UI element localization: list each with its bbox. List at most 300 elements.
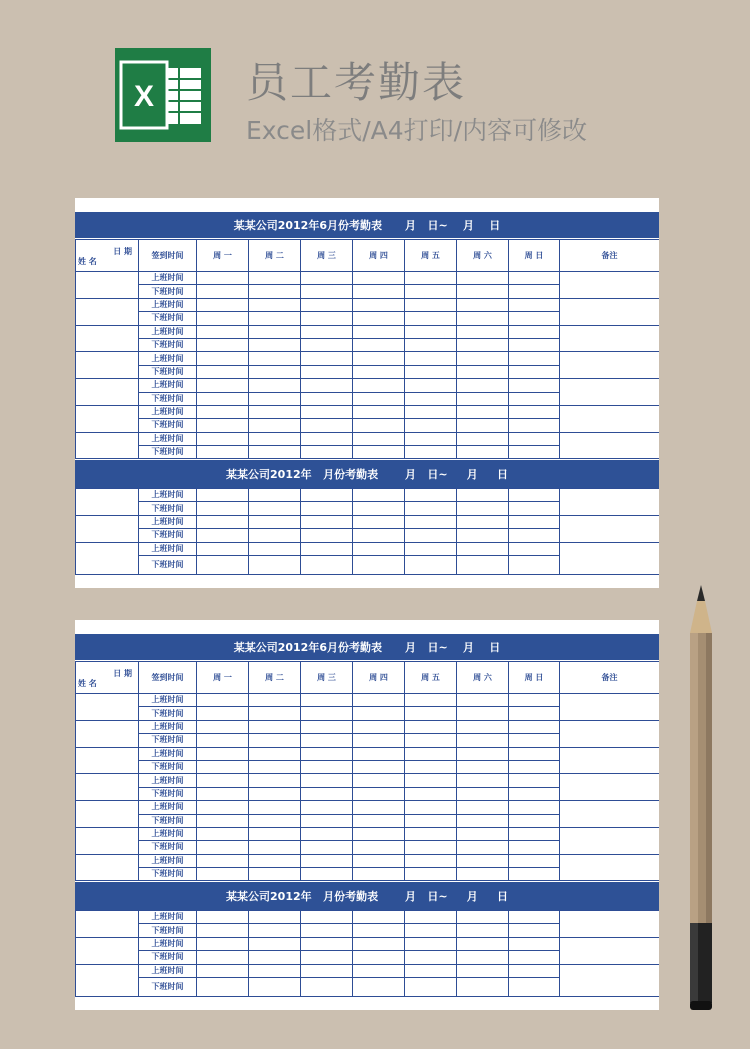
time-cell[interactable] bbox=[301, 911, 353, 924]
time-cell[interactable] bbox=[405, 489, 457, 502]
time-cell[interactable] bbox=[353, 312, 405, 325]
time-cell[interactable] bbox=[509, 707, 560, 720]
time-cell[interactable] bbox=[457, 977, 509, 996]
time-cell[interactable] bbox=[197, 924, 249, 937]
time-cell[interactable] bbox=[197, 379, 249, 392]
time-cell[interactable] bbox=[301, 720, 353, 733]
time-cell[interactable] bbox=[353, 419, 405, 432]
name-cell[interactable] bbox=[76, 272, 139, 299]
note-cell[interactable] bbox=[560, 720, 660, 747]
time-cell[interactable] bbox=[457, 868, 509, 881]
time-cell[interactable] bbox=[405, 937, 457, 950]
time-cell[interactable] bbox=[249, 787, 301, 800]
time-cell[interactable] bbox=[509, 937, 560, 950]
time-cell[interactable] bbox=[353, 924, 405, 937]
note-cell[interactable] bbox=[560, 911, 660, 938]
time-cell[interactable] bbox=[197, 707, 249, 720]
time-cell[interactable] bbox=[509, 446, 560, 459]
time-cell[interactable] bbox=[249, 951, 301, 964]
name-cell[interactable] bbox=[76, 801, 139, 828]
time-cell[interactable] bbox=[509, 977, 560, 996]
time-cell[interactable] bbox=[405, 272, 457, 285]
time-cell[interactable] bbox=[509, 951, 560, 964]
time-cell[interactable] bbox=[405, 555, 457, 574]
note-cell[interactable] bbox=[560, 352, 660, 379]
time-cell[interactable] bbox=[301, 379, 353, 392]
time-cell[interactable] bbox=[509, 542, 560, 555]
time-cell[interactable] bbox=[353, 542, 405, 555]
time-cell[interactable] bbox=[457, 787, 509, 800]
time-cell[interactable] bbox=[249, 911, 301, 924]
time-cell[interactable] bbox=[353, 774, 405, 787]
time-cell[interactable] bbox=[197, 868, 249, 881]
time-cell[interactable] bbox=[457, 529, 509, 542]
time-cell[interactable] bbox=[405, 734, 457, 747]
time-cell[interactable] bbox=[197, 977, 249, 996]
time-cell[interactable] bbox=[457, 555, 509, 574]
time-cell[interactable] bbox=[405, 529, 457, 542]
time-cell[interactable] bbox=[457, 489, 509, 502]
time-cell[interactable] bbox=[301, 285, 353, 298]
time-cell[interactable] bbox=[457, 502, 509, 515]
time-cell[interactable] bbox=[249, 392, 301, 405]
time-cell[interactable] bbox=[457, 964, 509, 977]
time-cell[interactable] bbox=[509, 502, 560, 515]
time-cell[interactable] bbox=[249, 502, 301, 515]
time-cell[interactable] bbox=[301, 734, 353, 747]
time-cell[interactable] bbox=[405, 760, 457, 773]
time-cell[interactable] bbox=[301, 964, 353, 977]
time-cell[interactable] bbox=[457, 747, 509, 760]
name-cell[interactable] bbox=[76, 325, 139, 352]
time-cell[interactable] bbox=[405, 814, 457, 827]
time-cell[interactable] bbox=[405, 827, 457, 840]
time-cell[interactable] bbox=[301, 555, 353, 574]
time-cell[interactable] bbox=[353, 787, 405, 800]
time-cell[interactable] bbox=[197, 774, 249, 787]
time-cell[interactable] bbox=[457, 951, 509, 964]
time-cell[interactable] bbox=[249, 405, 301, 418]
time-cell[interactable] bbox=[197, 515, 249, 528]
time-cell[interactable] bbox=[301, 774, 353, 787]
time-cell[interactable] bbox=[405, 868, 457, 881]
time-cell[interactable] bbox=[249, 720, 301, 733]
name-cell[interactable] bbox=[76, 774, 139, 801]
time-cell[interactable] bbox=[301, 977, 353, 996]
time-cell[interactable] bbox=[301, 814, 353, 827]
time-cell[interactable] bbox=[197, 801, 249, 814]
time-cell[interactable] bbox=[197, 542, 249, 555]
time-cell[interactable] bbox=[249, 707, 301, 720]
time-cell[interactable] bbox=[405, 707, 457, 720]
time-cell[interactable] bbox=[353, 502, 405, 515]
time-cell[interactable] bbox=[249, 515, 301, 528]
time-cell[interactable] bbox=[457, 734, 509, 747]
time-cell[interactable] bbox=[301, 827, 353, 840]
time-cell[interactable] bbox=[457, 365, 509, 378]
name-cell[interactable] bbox=[76, 937, 139, 964]
time-cell[interactable] bbox=[457, 911, 509, 924]
time-cell[interactable] bbox=[405, 392, 457, 405]
time-cell[interactable] bbox=[197, 502, 249, 515]
time-cell[interactable] bbox=[457, 814, 509, 827]
note-cell[interactable] bbox=[560, 801, 660, 828]
time-cell[interactable] bbox=[249, 964, 301, 977]
time-cell[interactable] bbox=[405, 977, 457, 996]
time-cell[interactable] bbox=[197, 312, 249, 325]
time-cell[interactable] bbox=[405, 515, 457, 528]
time-cell[interactable] bbox=[405, 285, 457, 298]
time-cell[interactable] bbox=[353, 405, 405, 418]
time-cell[interactable] bbox=[509, 392, 560, 405]
time-cell[interactable] bbox=[197, 446, 249, 459]
time-cell[interactable] bbox=[197, 405, 249, 418]
time-cell[interactable] bbox=[249, 747, 301, 760]
time-cell[interactable] bbox=[405, 379, 457, 392]
time-cell[interactable] bbox=[457, 285, 509, 298]
time-cell[interactable] bbox=[197, 814, 249, 827]
time-cell[interactable] bbox=[457, 707, 509, 720]
time-cell[interactable] bbox=[197, 827, 249, 840]
time-cell[interactable] bbox=[509, 419, 560, 432]
time-cell[interactable] bbox=[405, 951, 457, 964]
time-cell[interactable] bbox=[353, 801, 405, 814]
time-cell[interactable] bbox=[301, 392, 353, 405]
time-cell[interactable] bbox=[405, 325, 457, 338]
time-cell[interactable] bbox=[249, 924, 301, 937]
time-cell[interactable] bbox=[509, 760, 560, 773]
time-cell[interactable] bbox=[405, 502, 457, 515]
time-cell[interactable] bbox=[353, 734, 405, 747]
time-cell[interactable] bbox=[457, 298, 509, 311]
time-cell[interactable] bbox=[405, 298, 457, 311]
time-cell[interactable] bbox=[509, 325, 560, 338]
time-cell[interactable] bbox=[249, 432, 301, 445]
name-cell[interactable] bbox=[76, 694, 139, 721]
time-cell[interactable] bbox=[405, 720, 457, 733]
note-cell[interactable] bbox=[560, 405, 660, 432]
time-cell[interactable] bbox=[509, 801, 560, 814]
time-cell[interactable] bbox=[197, 555, 249, 574]
time-cell[interactable] bbox=[249, 774, 301, 787]
time-cell[interactable] bbox=[509, 854, 560, 867]
name-cell[interactable] bbox=[76, 542, 139, 574]
time-cell[interactable] bbox=[301, 272, 353, 285]
time-cell[interactable] bbox=[457, 379, 509, 392]
time-cell[interactable] bbox=[249, 841, 301, 854]
time-cell[interactable] bbox=[249, 694, 301, 707]
time-cell[interactable] bbox=[405, 312, 457, 325]
time-cell[interactable] bbox=[509, 964, 560, 977]
note-cell[interactable] bbox=[560, 298, 660, 325]
time-cell[interactable] bbox=[197, 787, 249, 800]
time-cell[interactable] bbox=[509, 489, 560, 502]
time-cell[interactable] bbox=[353, 854, 405, 867]
time-cell[interactable] bbox=[249, 734, 301, 747]
time-cell[interactable] bbox=[405, 405, 457, 418]
time-cell[interactable] bbox=[509, 868, 560, 881]
name-cell[interactable] bbox=[76, 747, 139, 774]
time-cell[interactable] bbox=[197, 432, 249, 445]
time-cell[interactable] bbox=[249, 298, 301, 311]
time-cell[interactable] bbox=[405, 787, 457, 800]
name-cell[interactable] bbox=[76, 720, 139, 747]
time-cell[interactable] bbox=[353, 515, 405, 528]
time-cell[interactable] bbox=[197, 747, 249, 760]
time-cell[interactable] bbox=[405, 338, 457, 351]
time-cell[interactable] bbox=[249, 542, 301, 555]
name-cell[interactable] bbox=[76, 489, 139, 516]
time-cell[interactable] bbox=[197, 338, 249, 351]
time-cell[interactable] bbox=[197, 352, 249, 365]
time-cell[interactable] bbox=[405, 801, 457, 814]
time-cell[interactable] bbox=[197, 298, 249, 311]
name-cell[interactable] bbox=[76, 854, 139, 881]
time-cell[interactable] bbox=[353, 814, 405, 827]
note-cell[interactable] bbox=[560, 542, 660, 574]
time-cell[interactable] bbox=[509, 405, 560, 418]
time-cell[interactable] bbox=[353, 951, 405, 964]
time-cell[interactable] bbox=[197, 911, 249, 924]
time-cell[interactable] bbox=[353, 489, 405, 502]
time-cell[interactable] bbox=[249, 977, 301, 996]
time-cell[interactable] bbox=[301, 352, 353, 365]
time-cell[interactable] bbox=[249, 272, 301, 285]
time-cell[interactable] bbox=[509, 747, 560, 760]
name-cell[interactable] bbox=[76, 352, 139, 379]
time-cell[interactable] bbox=[197, 489, 249, 502]
time-cell[interactable] bbox=[457, 542, 509, 555]
time-cell[interactable] bbox=[249, 446, 301, 459]
time-cell[interactable] bbox=[301, 502, 353, 515]
time-cell[interactable] bbox=[405, 964, 457, 977]
time-cell[interactable] bbox=[197, 419, 249, 432]
time-cell[interactable] bbox=[353, 432, 405, 445]
time-cell[interactable] bbox=[353, 392, 405, 405]
time-cell[interactable] bbox=[353, 911, 405, 924]
time-cell[interactable] bbox=[249, 814, 301, 827]
time-cell[interactable] bbox=[457, 841, 509, 854]
time-cell[interactable] bbox=[301, 760, 353, 773]
time-cell[interactable] bbox=[405, 774, 457, 787]
time-cell[interactable] bbox=[249, 868, 301, 881]
time-cell[interactable] bbox=[249, 365, 301, 378]
time-cell[interactable] bbox=[405, 446, 457, 459]
time-cell[interactable] bbox=[457, 272, 509, 285]
time-cell[interactable] bbox=[197, 937, 249, 950]
time-cell[interactable] bbox=[457, 924, 509, 937]
time-cell[interactable] bbox=[457, 694, 509, 707]
time-cell[interactable] bbox=[249, 529, 301, 542]
time-cell[interactable] bbox=[509, 734, 560, 747]
time-cell[interactable] bbox=[353, 338, 405, 351]
time-cell[interactable] bbox=[249, 760, 301, 773]
time-cell[interactable] bbox=[509, 432, 560, 445]
time-cell[interactable] bbox=[249, 338, 301, 351]
time-cell[interactable] bbox=[353, 272, 405, 285]
time-cell[interactable] bbox=[405, 365, 457, 378]
time-cell[interactable] bbox=[509, 379, 560, 392]
time-cell[interactable] bbox=[249, 937, 301, 950]
time-cell[interactable] bbox=[509, 814, 560, 827]
time-cell[interactable] bbox=[405, 432, 457, 445]
time-cell[interactable] bbox=[249, 312, 301, 325]
time-cell[interactable] bbox=[197, 720, 249, 733]
time-cell[interactable] bbox=[457, 801, 509, 814]
note-cell[interactable] bbox=[560, 854, 660, 881]
time-cell[interactable] bbox=[197, 285, 249, 298]
note-cell[interactable] bbox=[560, 325, 660, 352]
time-cell[interactable] bbox=[509, 338, 560, 351]
name-cell[interactable] bbox=[76, 827, 139, 854]
time-cell[interactable] bbox=[457, 760, 509, 773]
time-cell[interactable] bbox=[301, 325, 353, 338]
time-cell[interactable] bbox=[301, 419, 353, 432]
time-cell[interactable] bbox=[353, 446, 405, 459]
time-cell[interactable] bbox=[353, 760, 405, 773]
time-cell[interactable] bbox=[249, 352, 301, 365]
time-cell[interactable] bbox=[405, 911, 457, 924]
time-cell[interactable] bbox=[301, 298, 353, 311]
time-cell[interactable] bbox=[353, 555, 405, 574]
time-cell[interactable] bbox=[353, 694, 405, 707]
name-cell[interactable] bbox=[76, 432, 139, 459]
time-cell[interactable] bbox=[353, 747, 405, 760]
note-cell[interactable] bbox=[560, 515, 660, 542]
time-cell[interactable] bbox=[405, 694, 457, 707]
time-cell[interactable] bbox=[197, 694, 249, 707]
note-cell[interactable] bbox=[560, 489, 660, 516]
time-cell[interactable] bbox=[353, 298, 405, 311]
time-cell[interactable] bbox=[353, 529, 405, 542]
time-cell[interactable] bbox=[301, 868, 353, 881]
time-cell[interactable] bbox=[509, 365, 560, 378]
note-cell[interactable] bbox=[560, 379, 660, 406]
time-cell[interactable] bbox=[405, 924, 457, 937]
time-cell[interactable] bbox=[509, 911, 560, 924]
time-cell[interactable] bbox=[249, 285, 301, 298]
time-cell[interactable] bbox=[353, 720, 405, 733]
time-cell[interactable] bbox=[457, 446, 509, 459]
note-cell[interactable] bbox=[560, 964, 660, 996]
time-cell[interactable] bbox=[301, 854, 353, 867]
note-cell[interactable] bbox=[560, 747, 660, 774]
time-cell[interactable] bbox=[353, 827, 405, 840]
name-cell[interactable] bbox=[76, 298, 139, 325]
note-cell[interactable] bbox=[560, 937, 660, 964]
time-cell[interactable] bbox=[509, 285, 560, 298]
time-cell[interactable] bbox=[197, 854, 249, 867]
time-cell[interactable] bbox=[301, 747, 353, 760]
time-cell[interactable] bbox=[457, 338, 509, 351]
note-cell[interactable] bbox=[560, 827, 660, 854]
time-cell[interactable] bbox=[457, 312, 509, 325]
time-cell[interactable] bbox=[509, 787, 560, 800]
time-cell[interactable] bbox=[249, 379, 301, 392]
time-cell[interactable] bbox=[509, 924, 560, 937]
time-cell[interactable] bbox=[509, 694, 560, 707]
time-cell[interactable] bbox=[405, 542, 457, 555]
time-cell[interactable] bbox=[457, 937, 509, 950]
time-cell[interactable] bbox=[249, 555, 301, 574]
time-cell[interactable] bbox=[301, 529, 353, 542]
time-cell[interactable] bbox=[301, 338, 353, 351]
note-cell[interactable] bbox=[560, 694, 660, 721]
time-cell[interactable] bbox=[301, 312, 353, 325]
time-cell[interactable] bbox=[457, 774, 509, 787]
time-cell[interactable] bbox=[197, 365, 249, 378]
time-cell[interactable] bbox=[197, 964, 249, 977]
time-cell[interactable] bbox=[509, 555, 560, 574]
time-cell[interactable] bbox=[353, 352, 405, 365]
time-cell[interactable] bbox=[509, 529, 560, 542]
time-cell[interactable] bbox=[353, 937, 405, 950]
time-cell[interactable] bbox=[509, 298, 560, 311]
time-cell[interactable] bbox=[301, 542, 353, 555]
time-cell[interactable] bbox=[457, 405, 509, 418]
time-cell[interactable] bbox=[405, 419, 457, 432]
time-cell[interactable] bbox=[249, 325, 301, 338]
name-cell[interactable] bbox=[76, 405, 139, 432]
name-cell[interactable] bbox=[76, 964, 139, 996]
time-cell[interactable] bbox=[301, 489, 353, 502]
time-cell[interactable] bbox=[457, 325, 509, 338]
time-cell[interactable] bbox=[301, 694, 353, 707]
time-cell[interactable] bbox=[301, 841, 353, 854]
time-cell[interactable] bbox=[249, 854, 301, 867]
time-cell[interactable] bbox=[353, 285, 405, 298]
time-cell[interactable] bbox=[457, 827, 509, 840]
time-cell[interactable] bbox=[457, 419, 509, 432]
time-cell[interactable] bbox=[509, 841, 560, 854]
time-cell[interactable] bbox=[249, 827, 301, 840]
time-cell[interactable] bbox=[353, 707, 405, 720]
name-cell[interactable] bbox=[76, 911, 139, 938]
time-cell[interactable] bbox=[353, 964, 405, 977]
time-cell[interactable] bbox=[457, 515, 509, 528]
time-cell[interactable] bbox=[197, 272, 249, 285]
time-cell[interactable] bbox=[197, 325, 249, 338]
time-cell[interactable] bbox=[301, 937, 353, 950]
time-cell[interactable] bbox=[301, 801, 353, 814]
time-cell[interactable] bbox=[353, 868, 405, 881]
time-cell[interactable] bbox=[353, 977, 405, 996]
time-cell[interactable] bbox=[197, 841, 249, 854]
time-cell[interactable] bbox=[197, 392, 249, 405]
time-cell[interactable] bbox=[457, 854, 509, 867]
time-cell[interactable] bbox=[301, 432, 353, 445]
time-cell[interactable] bbox=[405, 854, 457, 867]
time-cell[interactable] bbox=[301, 446, 353, 459]
time-cell[interactable] bbox=[457, 352, 509, 365]
time-cell[interactable] bbox=[301, 515, 353, 528]
time-cell[interactable] bbox=[509, 272, 560, 285]
time-cell[interactable] bbox=[249, 419, 301, 432]
time-cell[interactable] bbox=[405, 841, 457, 854]
time-cell[interactable] bbox=[301, 787, 353, 800]
note-cell[interactable] bbox=[560, 432, 660, 459]
time-cell[interactable] bbox=[301, 924, 353, 937]
time-cell[interactable] bbox=[509, 774, 560, 787]
time-cell[interactable] bbox=[353, 841, 405, 854]
time-cell[interactable] bbox=[405, 747, 457, 760]
time-cell[interactable] bbox=[301, 951, 353, 964]
note-cell[interactable] bbox=[560, 272, 660, 299]
time-cell[interactable] bbox=[509, 515, 560, 528]
time-cell[interactable] bbox=[509, 352, 560, 365]
time-cell[interactable] bbox=[301, 405, 353, 418]
time-cell[interactable] bbox=[353, 379, 405, 392]
